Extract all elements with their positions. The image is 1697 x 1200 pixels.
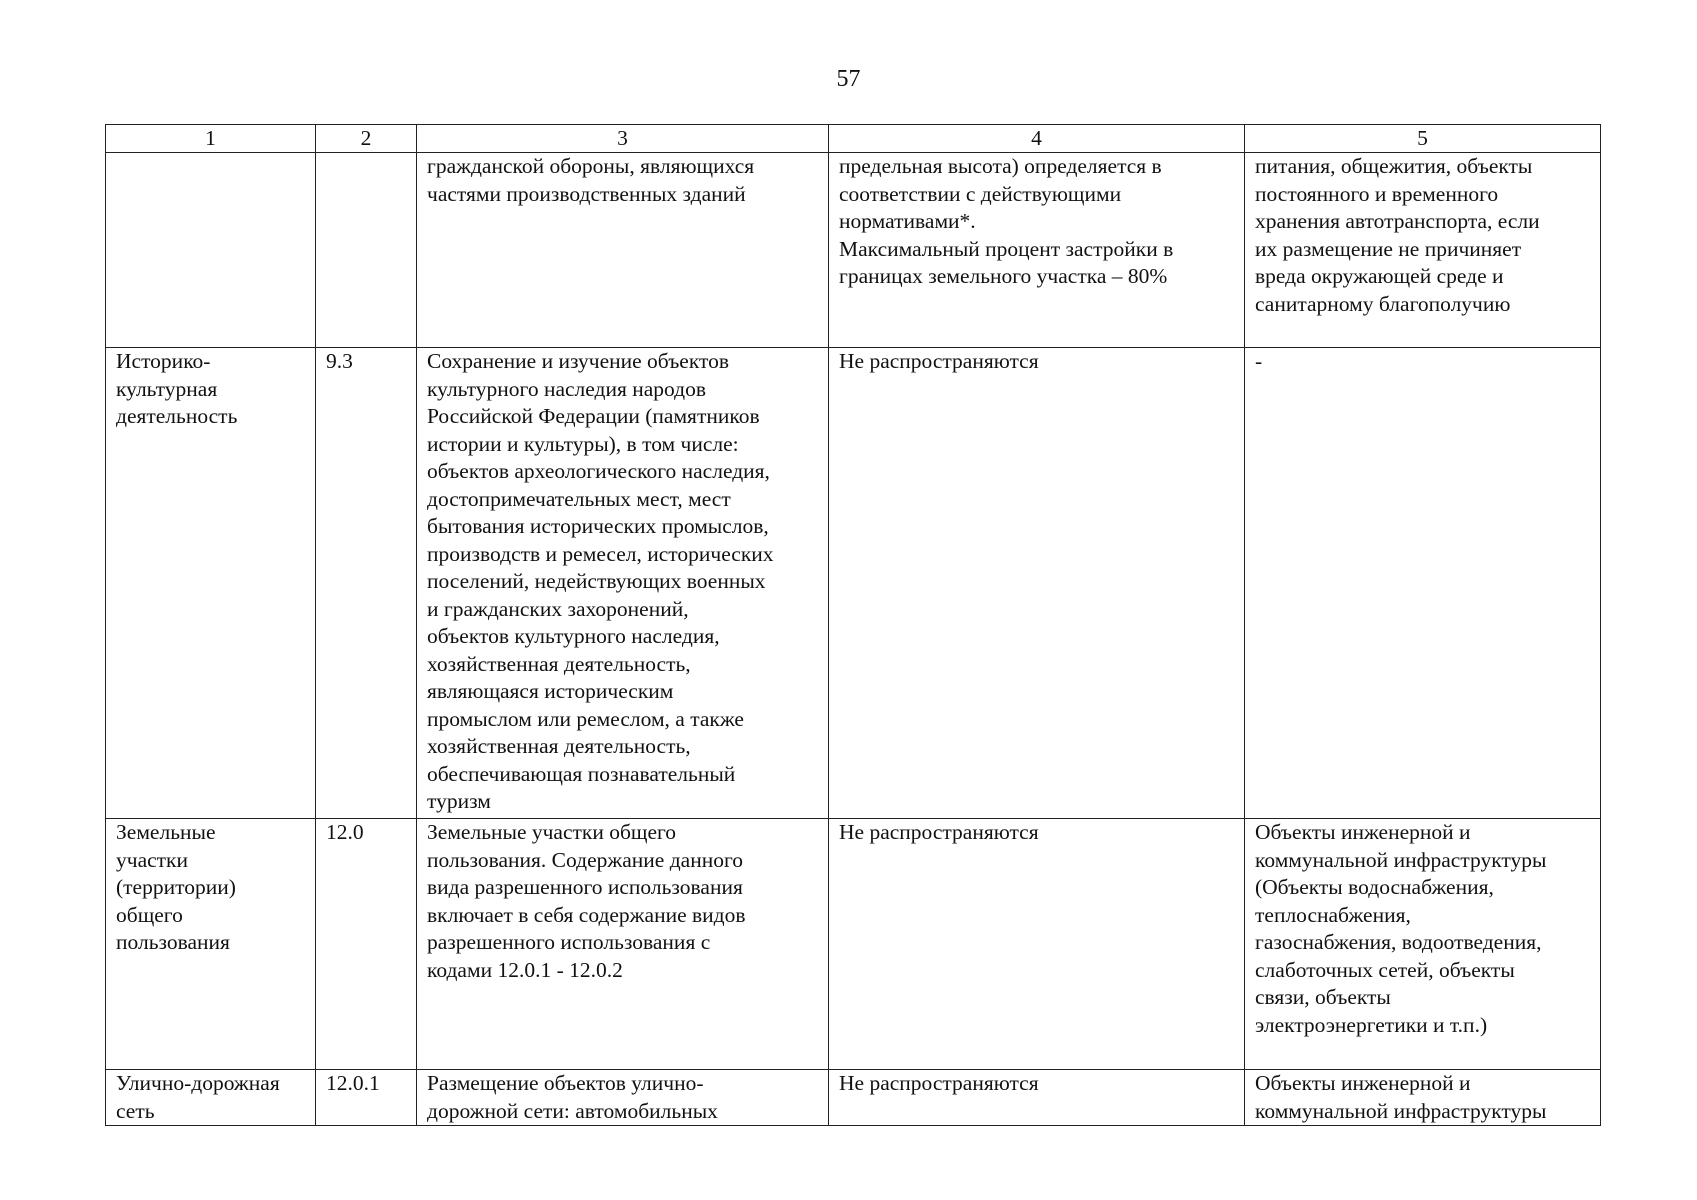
column-header-1: 1: [106, 125, 316, 153]
table-row: [106, 819, 1601, 1070]
table-row: [106, 348, 1601, 819]
use-description-cell: Сохранение и изучение объектов культурного наследия народов Российской Федерации (памятников истории и культуры), в том числе: объектов археологического наследия, достопримечательных мест, мест бытования исторических промыслов, производств и ремесел, исторических поселений, недействующих военных и гражданских захоронений, объектов культурного наследия, хозяйственная деятельность, являющаяся историческим промыслом или ремеслом, а также хозяйственная деятельность, обеспечивающая познавательный туризм: [417, 348, 829, 819]
use-code-cell: 12.0: [316, 819, 417, 1070]
parameters-cell: Не распространяются: [829, 348, 1245, 819]
parameters-cell: Не распространяются: [829, 819, 1245, 1070]
page-number: 57: [836, 66, 861, 92]
use-name-cell: Земельные участки (территории) общего пользования: [106, 819, 316, 1070]
table-row: [106, 1070, 1601, 1126]
use-name-cell: Историко- культурная деятельность: [106, 348, 316, 819]
use-code-cell: [316, 153, 417, 348]
use-name-cell: [106, 153, 316, 348]
column-header-4: 4: [829, 125, 1245, 153]
use-name-cell: Улично-дорожная сеть: [106, 1070, 316, 1126]
auxiliary-uses-cell: Объекты инженерной и коммунальной инфраструктуры (Объекты водоснабжения, теплоснабжения, газоснабжения, водоотведения, слаботочных сетей, объекты связи, объекты электроэнергетики и т.п.): [1245, 819, 1601, 1070]
table-row: [106, 153, 1601, 348]
use-description-cell: Размещение объектов улично- дорожной сети: автомобильных: [417, 1070, 829, 1126]
auxiliary-uses-cell: Объекты инженерной и коммунальной инфраструктуры: [1245, 1070, 1601, 1126]
column-header-3: 3: [417, 125, 829, 153]
auxiliary-uses-cell: -: [1245, 348, 1601, 819]
use-code-cell: 12.0.1: [316, 1070, 417, 1126]
column-header-2: 2: [316, 125, 417, 153]
table-header-row: [106, 125, 1601, 153]
use-description-cell: гражданской обороны, являющихся частями производственных зданий: [417, 153, 829, 348]
parameters-cell: предельная высота) определяется в соответствии с действующими нормативами*. Максимальный процент застройки в границах земельного участка – 80%: [829, 153, 1245, 348]
use-description-cell: Земельные участки общего пользования. Содержание данного вида разрешенного использования включает в себя содержание видов разрешенного использования с кодами 12.0.1 - 12.0.2: [417, 819, 829, 1070]
column-header-5: 5: [1245, 125, 1601, 153]
parameters-cell: Не распространяются: [829, 1070, 1245, 1126]
land-use-table: [105, 124, 1601, 1126]
auxiliary-uses-cell: питания, общежития, объекты постоянного и временного хранения автотранспорта, если их размещение не причиняет вреда окружающей среде и санитарному благополучию: [1245, 153, 1601, 348]
use-code-cell: 9.3: [316, 348, 417, 819]
